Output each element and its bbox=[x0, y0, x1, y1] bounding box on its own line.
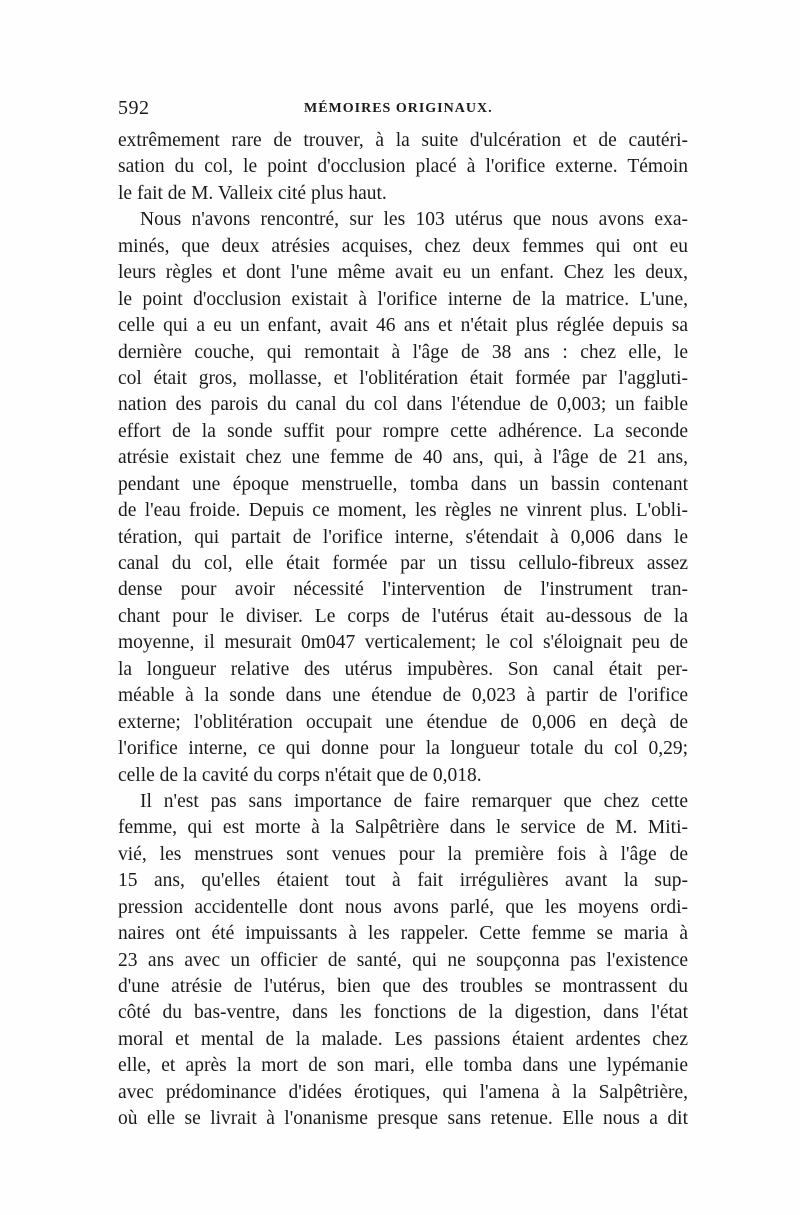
text-line: minés, que deux atrésies acquises, chez deux femmes qui ont eu bbox=[118, 235, 688, 257]
text-line: 23 ans avec un officier de santé, qui ne soupçonna pas l'existence bbox=[118, 949, 688, 971]
text-line: celle qui a eu un enfant, avait 46 ans et n'était plus réglée depuis sa bbox=[118, 315, 688, 337]
text-line: côté du bas-ventre, dans les fonctions de la digestion, dans l'état bbox=[118, 1002, 688, 1024]
text-line: dernière couche, qui remontait à l'âge de 38 ans : chez elle, le bbox=[118, 341, 688, 363]
text-line: vié, les menstrues sont venues pour la première fois à l'âge de bbox=[118, 843, 688, 865]
text-line: tération, qui partait de l'orifice interne, s'étendait à 0,006 dans le bbox=[118, 526, 688, 548]
text-line: méable à la sonde dans une étendue de 0,023 à partir de l'orifice bbox=[118, 685, 688, 707]
text-line: atrésie existait chez une femme de 40 ans, qui, à l'âge de 21 ans, bbox=[118, 447, 688, 469]
text-line: naires ont été impuissants à les rappeler. Cette femme se maria à bbox=[118, 923, 688, 945]
text-line: d'une atrésie de l'utérus, bien que des troubles se montrassent du bbox=[118, 976, 688, 997]
running-head: MÉMOIRES ORIGINAUX. bbox=[304, 101, 493, 116]
text-line: extrêmement rare de trouver, à la suite d'ulcération et de cautéri- bbox=[118, 130, 688, 151]
text-line: elle, et après la mort de son mari, elle tomba dans une lypémanie bbox=[118, 1055, 688, 1077]
text-line: nation des parois du canal du col dans l'étendue de 0,003; un faible bbox=[118, 394, 688, 416]
text-line: leurs règles et dont l'une même avait eu un enfant. Chez les deux, bbox=[118, 262, 688, 284]
paragraph-start-line: Nous n'avons rencontré, sur les 103 utérus que nous avons exa- bbox=[140, 209, 688, 231]
text-line: celle de la cavité du corps n'était que de 0,018. bbox=[118, 764, 482, 786]
body-text bbox=[118, 128, 688, 1133]
text-line: externe; l'oblitération occupait une étendue de 0,006 en deçà de bbox=[118, 711, 688, 733]
paragraph-start-line: Il n'est pas sans importance de faire remarquer que chez cette bbox=[140, 790, 688, 812]
text-line: sation du col, le point d'occlusion placé à l'orifice externe. Témoin bbox=[118, 156, 688, 178]
text-line: chant pour le diviser. Le corps de l'utérus était au-dessous de la bbox=[118, 605, 688, 627]
text-line: pendant une époque menstruelle, tomba dans un bassin contenant bbox=[118, 473, 688, 495]
text-line: dense pour avoir nécessité l'intervention de l'instrument tran- bbox=[118, 579, 688, 601]
page-header bbox=[118, 97, 688, 123]
page-number: 592 bbox=[118, 97, 150, 119]
text-line: où elle se livrait à l'onanisme presque sans retenue. Elle nous a dit bbox=[118, 1108, 688, 1130]
text-line: pression accidentelle dont nous avons parlé, que les moyens ordi- bbox=[118, 896, 688, 918]
text-line: moral et mental de la malade. Les passions étaient ardentes chez bbox=[118, 1028, 688, 1050]
text-line: l'orifice interne, ce qui donne pour la longueur totale du col 0,29; bbox=[118, 738, 688, 760]
text-line: canal du col, elle était formée par un tissu cellulo-fibreux assez bbox=[118, 553, 688, 574]
text-line: effort de la sonde suffit pour rompre cette adhérence. La seconde bbox=[118, 420, 688, 442]
text-line: femme, qui est morte à la Salpêtrière dans le service de M. Miti- bbox=[118, 817, 688, 839]
text-line: de l'eau froide. Depuis ce moment, les règles ne vinrent plus. L'obli- bbox=[118, 500, 688, 522]
text-line: la longueur relative des utérus impubères. Son canal était per- bbox=[118, 658, 688, 680]
text-line: le point d'occlusion existait à l'orifice interne de la matrice. L'une, bbox=[118, 288, 688, 310]
text-line: col était gros, mollasse, et l'oblitération était formée par l'aggluti- bbox=[118, 367, 688, 389]
text-line: moyenne, il mesurait 0m047 verticalement; le col s'éloignait peu de bbox=[118, 632, 688, 654]
text-line: avec prédominance d'idées érotiques, qui l'amena à la Salpêtrière, bbox=[118, 1081, 688, 1103]
text-line: le fait de M. Valleix cité plus haut. bbox=[118, 182, 387, 204]
text-line: 15 ans, qu'elles étaient tout à fait irrégulières avant la sup- bbox=[118, 870, 688, 892]
